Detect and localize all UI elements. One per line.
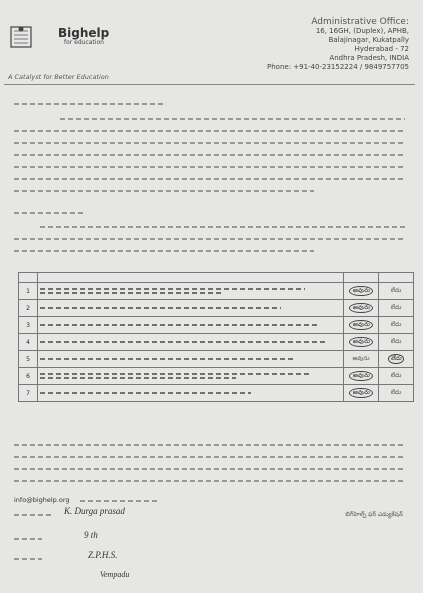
- address-line: Hyderabad - 72: [354, 45, 409, 53]
- answer-no[interactable]: లేదు: [379, 283, 414, 300]
- office-address-block: [259, 18, 409, 72]
- survey-table: [18, 272, 414, 402]
- answer-yes[interactable]: అవును: [344, 283, 379, 300]
- answer-yes[interactable]: అవును: [344, 300, 379, 317]
- table-row: [19, 300, 414, 317]
- question-number: 4: [19, 334, 38, 351]
- column-header: [38, 273, 344, 283]
- address-line: Andhra Pradesh, INDIA: [329, 54, 409, 62]
- answer-yes[interactable]: అవును: [344, 334, 379, 351]
- answer-no[interactable]: లేదు: [379, 334, 414, 351]
- answer-no[interactable]: లేదు: [379, 385, 414, 402]
- question-number: 3: [19, 317, 38, 334]
- class-label: [14, 538, 42, 540]
- answer-yes[interactable]: అవును: [344, 385, 379, 402]
- column-header: [379, 273, 414, 283]
- phone-number: Phone: +91-40-23152224 / 9849757705: [267, 63, 409, 71]
- answer-yes[interactable]: అవును: [344, 351, 379, 368]
- table-row: [19, 334, 414, 351]
- brand-name: Bighelp: [58, 26, 110, 40]
- name-label: [14, 514, 54, 516]
- question-number: 5: [19, 351, 38, 368]
- school-value: Z.P.H.S.: [88, 550, 118, 560]
- answer-yes[interactable]: అవును: [344, 317, 379, 334]
- table-row: [19, 368, 414, 385]
- place-value: Vempadu: [100, 570, 130, 579]
- student-name-value: K. Durga prasad: [64, 506, 125, 516]
- body-text-line: [14, 154, 406, 156]
- question-number: 2: [19, 300, 38, 317]
- table-row: [19, 317, 414, 334]
- body-text-line: [40, 226, 405, 228]
- body-text-line: [14, 250, 314, 252]
- question-text: [38, 334, 344, 351]
- answer-no[interactable]: లేదు: [379, 368, 414, 385]
- address-line: Balajinagar, Kukatpally: [328, 36, 409, 44]
- contact-email: info@bighelp.org: [14, 496, 70, 504]
- column-header: [19, 273, 38, 283]
- office-title: Administrative Office:: [311, 17, 409, 27]
- body-text-line: [14, 468, 406, 470]
- question-text: [38, 385, 344, 402]
- question-text: [38, 368, 344, 385]
- body-text-line: [14, 444, 406, 446]
- body-text-line: [14, 142, 406, 144]
- body-text-line: [14, 456, 406, 458]
- question-number: 7: [19, 385, 38, 402]
- body-text-line: [14, 190, 314, 192]
- body-text-line: [14, 166, 406, 168]
- organization-signature: బిగ్‌హెల్ప్ ఫర్ ఎడ్యుకేషన్: [345, 511, 403, 518]
- table-row: [19, 351, 414, 368]
- answer-no[interactable]: లేదు: [379, 317, 414, 334]
- body-text-line: [14, 130, 406, 132]
- school-label: [14, 558, 42, 560]
- brand-header: [10, 24, 109, 50]
- table-row: [19, 385, 414, 402]
- body-text-line: [60, 118, 405, 120]
- answer-yes[interactable]: అవును: [344, 368, 379, 385]
- question-number: 6: [19, 368, 38, 385]
- tagline: A Catalyst for Better Education: [8, 73, 109, 81]
- greeting-text: [14, 212, 84, 214]
- column-header: [344, 273, 379, 283]
- body-text-line: [14, 480, 406, 482]
- question-number: 1: [19, 283, 38, 300]
- bighelp-logo-icon: [10, 24, 54, 50]
- question-text: [38, 351, 344, 368]
- address-line: 16, 16GH, (Duplex), APHB,: [315, 27, 409, 35]
- answer-no[interactable]: లేదు: [379, 300, 414, 317]
- body-text-line: [80, 500, 160, 502]
- question-text: [38, 283, 344, 300]
- table-row: [19, 283, 414, 300]
- body-text-line: [14, 238, 406, 240]
- question-text: [38, 317, 344, 334]
- header-divider: [4, 84, 415, 85]
- question-text: [38, 300, 344, 317]
- brand-subtitle: for education: [64, 39, 104, 46]
- class-value: 9 th: [84, 530, 98, 540]
- body-text-line: [14, 178, 406, 180]
- answer-no[interactable]: లేదు: [379, 351, 414, 368]
- salutation-text: [14, 103, 164, 105]
